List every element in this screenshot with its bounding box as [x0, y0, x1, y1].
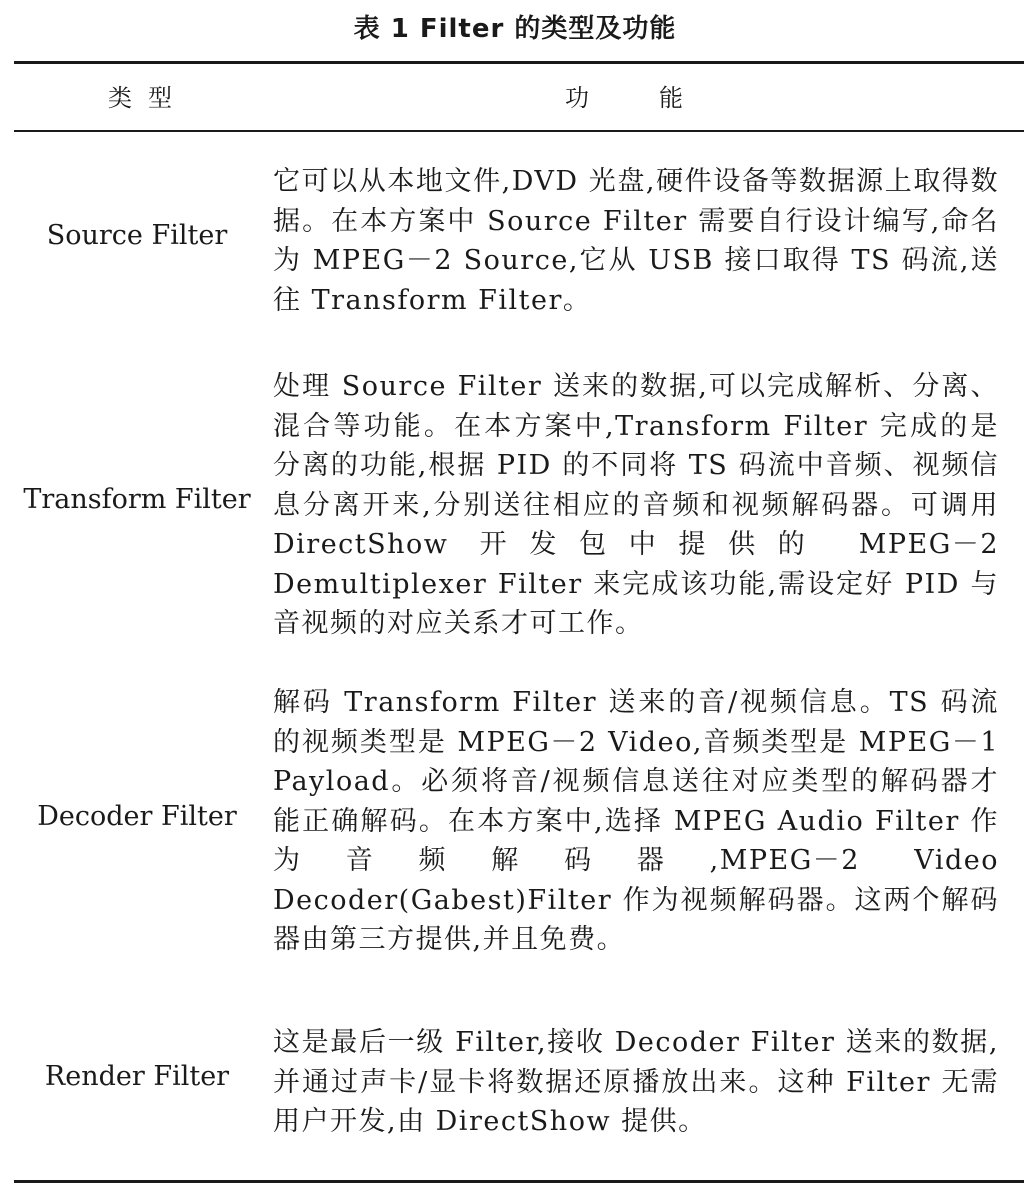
filter-type-cell: Source Filter — [46, 220, 228, 251]
column-header-function: 功能 — [565, 84, 753, 112]
filter-type-cell: Decoder Filter — [37, 801, 237, 832]
header-rule — [14, 130, 1024, 132]
filter-type-cell: Transform Filter — [23, 484, 251, 515]
filter-function-cell: 解码 Transform Filter 送来的音/视频信息。TS 码流的视频类型是 MPEG－2 Video,音频类型是 MPEG－1 Payload。必须将音/视频信息送往对应类型的解码器才能正确解码。在本方案中,选择 MPEG Audio Filter 作为音频解码器,MPEG－2 Video Decoder(Gabest)Filter 作为视频解码器。这两个解码器由第三方提供,并且免费。 — [273, 687, 999, 955]
filter-type-cell: Render Filter — [44, 1061, 230, 1092]
filter-function-cell: 它可以从本地文件,DVD 光盘,硬件设备等数据源上取得数据。在本方案中 Source Filter 需要自行设计编写,命名为 MPEG－2 Source,它从 USB 接口取得 TS 码流,送往 Transform Filter。 — [273, 166, 999, 316]
filter-function-cell: 这是最后一级 Filter,接收 Decoder Filter 送来的数据,并通过声卡/显卡将数据还原播放出来。这种 Filter 无需用户开发,由 DirectShow 提供。 — [273, 1027, 999, 1137]
filter-function-cell: 处理 Source Filter 送来的数据,可以完成解析、分离、混合等功能。在本方案中,Transform Filter 完成的是分离的功能,根据 PID 的不同将 TS 码流中音频、视频信息分离开来,分别送往相应的音频和视频解码器。可调用 DirectShow 开发包中提供的 MPEG－2 Demultiplexer Filter 来完成该功能,需设定好 PID 与音视频的对应关系才可工作。 — [273, 371, 999, 639]
column-header-type: 类型 — [108, 84, 188, 112]
table-title: 表 1 Filter 的类型及功能 — [353, 14, 677, 44]
top-rule — [14, 61, 1024, 64]
bottom-rule — [14, 1180, 1024, 1183]
